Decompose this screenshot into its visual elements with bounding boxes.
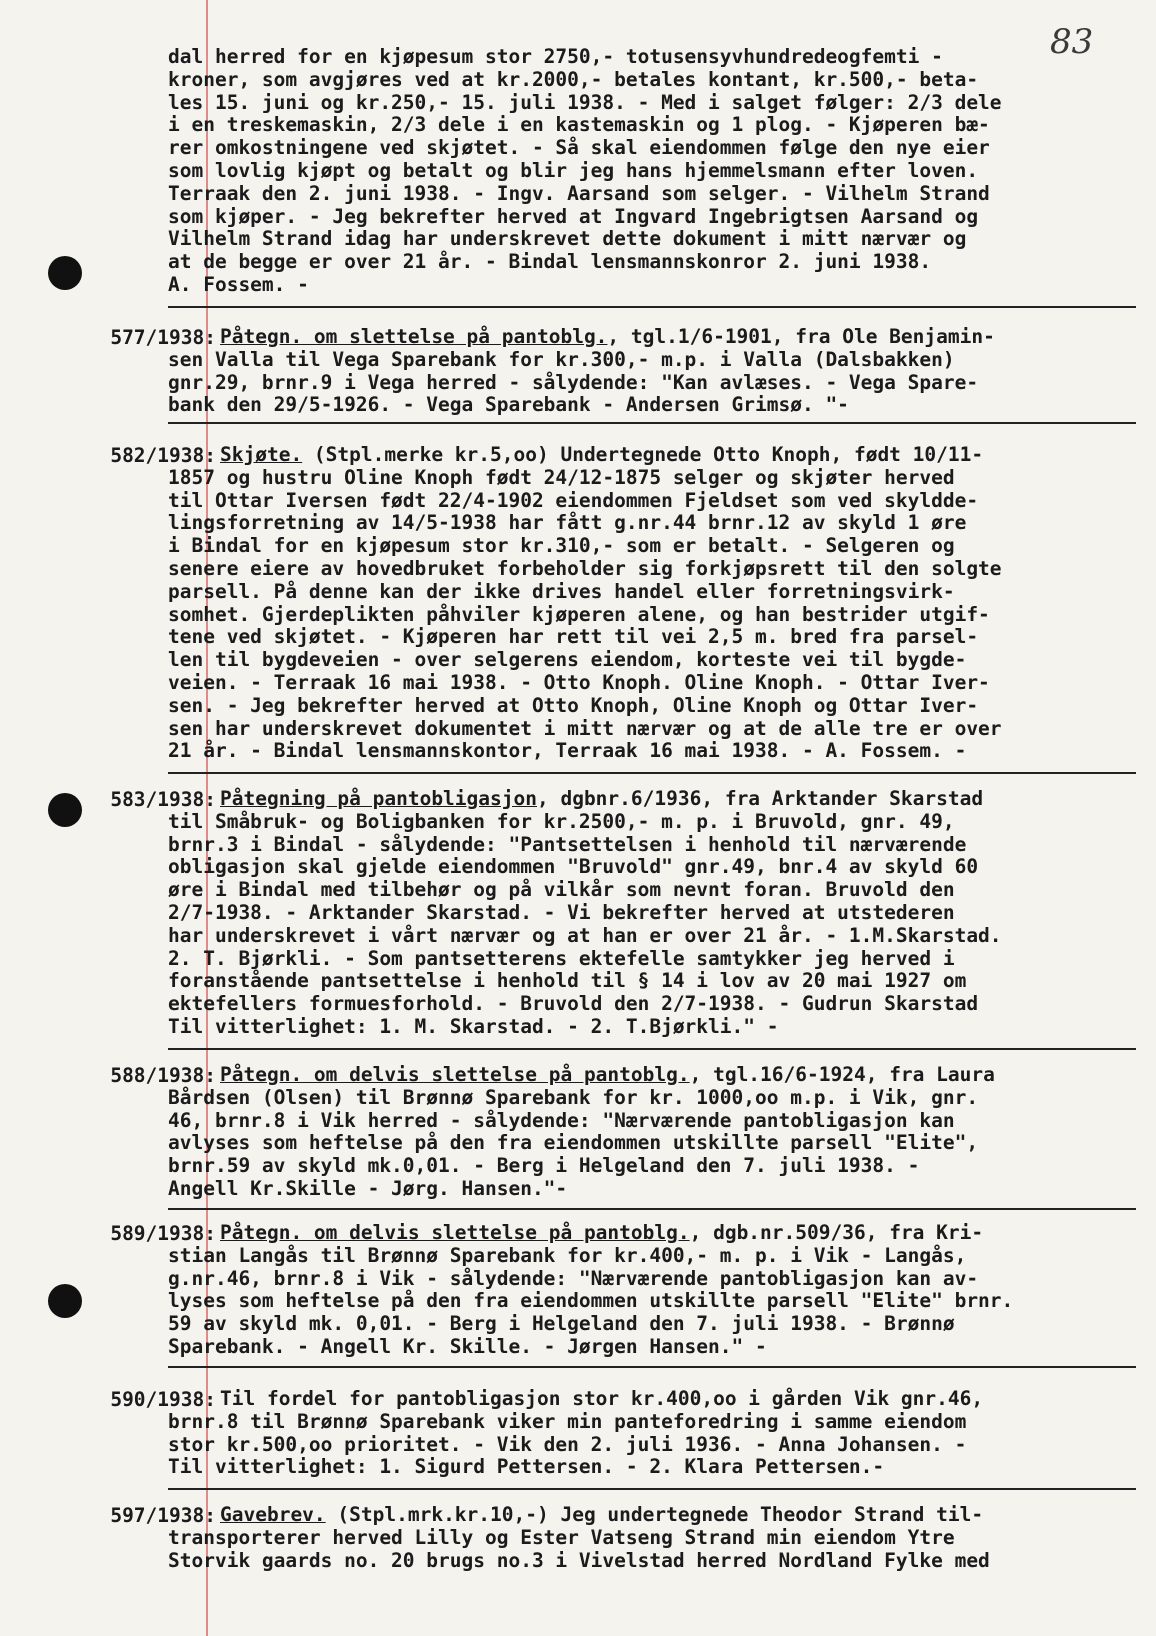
text-line: Til vitterlighet: 1. Sigurd Pettersen. - 2. Klara Pettersen.- <box>168 1455 885 1479</box>
entry-number: 590/1938: <box>110 1388 216 1411</box>
entry-number: 588/1938: <box>110 1064 216 1087</box>
section-divider <box>168 306 1136 308</box>
text-line: senere eiere av hovedbruket forbeholder sig forkjøpsrett til den solgte <box>168 556 1002 580</box>
text-line: parsell. På denne kan der ikke drives handel eller forretningsvirk- <box>168 579 955 603</box>
text-line: len til bygdeveien - over selgerens eiendom, korteste vei til bygde- <box>168 648 967 672</box>
entry-577 <box>168 326 1138 417</box>
entry-heading: Påtegn. om delvis slettelse på pantoblg. <box>220 1221 690 1244</box>
text-line: somhet. Gjerdeplikten påhviler kjøperen alene, og han bestrider utgif- <box>168 602 990 626</box>
entry-heading: Gavebrev. <box>220 1503 326 1526</box>
entry-heading: Skjøte. <box>220 443 303 466</box>
entry-number: 589/1938: <box>110 1222 216 1245</box>
text-line: 21 år. - Bindal lensmannskontor, Terraak 16 mai 1938. - A. Fossem. - <box>168 739 967 763</box>
section-divider <box>168 1488 1136 1490</box>
text-line: til Småbruk- og Boligbanken for kr.2500,- m. p. i Bruvold, gnr. 49, <box>168 809 955 833</box>
text-line: brnr.3 i Bindal - sålydende: "Pantsettelsen i henhold til nærværende <box>168 832 967 856</box>
text-line: Sparebank. - Angell Kr. Skille. - Jørgen Hansen." - <box>168 1334 767 1358</box>
entry-number: 597/1938: <box>110 1504 216 1527</box>
entry-597 <box>168 1504 1138 1572</box>
text-line: til Ottar Iversen født 22/4-1902 eiendommen Fjeldset som ved skyldde- <box>168 488 979 512</box>
entry-588 <box>168 1064 1138 1201</box>
text-line: 1857 og hustru Oline Knoph født 24/12-1875 selger og skjøter herved <box>168 465 955 489</box>
entry-heading: Påtegn. om delvis slettelse på pantoblg. <box>220 1063 690 1086</box>
text-line: A. Fossem. - <box>168 272 309 296</box>
text-line: brnr.59 av skyld mk.0,01. - Berg i Helgeland den 7. juli 1938. - <box>168 1154 920 1178</box>
entry-heading: Påtegn. om slettelse på pantoblg. <box>220 325 608 348</box>
text-line: i Bindal for en kjøpesum stor kr.310,- som er betalt. - Selgeren og <box>168 534 955 558</box>
text-line: tene ved skjøtet. - Kjøperen har rett til vei 2,5 m. bred fra parsel- <box>168 625 979 649</box>
text-line: lyses som heftelse på den fra eiendommen utskillte parsell "Elite" brnr. <box>168 1289 1014 1313</box>
binder-hole <box>48 256 82 290</box>
section-divider <box>168 1366 1136 1368</box>
text-line: lingsforretning av 14/5-1938 har fått g.nr.44 brnr.12 av skyld 1 øre <box>168 511 967 535</box>
text-line: 59 av skyld mk. 0,01. - Berg i Helgeland den 7. juli 1938. - Brønnø <box>168 1312 955 1336</box>
text-line: ektefellers formuesforhold. - Bruvold den 2/7-1938. - Gudrun Skarstad <box>168 992 979 1016</box>
entry-number: 577/1938: <box>110 326 216 349</box>
text-line: 46, brnr.8 i Vik herred - sålydende: "Nærværende pantobligasjon kan <box>168 1108 955 1132</box>
text-line: som kjøper. - Jeg bekrefter herved at Ingvard Ingebrigtsen Aarsand og <box>168 204 979 228</box>
section-divider <box>168 772 1136 774</box>
text-line: obligasjon skal gjelde eiendommen "Bruvold" gnr.49, bnr.4 av skyld 60 <box>168 855 979 879</box>
text-line: Til vitterlighet: 1. M. Skarstad. - 2. T.Bjørkli." - <box>168 1014 779 1038</box>
section-divider <box>168 1048 1136 1050</box>
section-divider <box>168 422 1136 424</box>
entry-heading: Påtegning på pantobligasjon <box>220 787 537 810</box>
entry-number: 582/1938: <box>110 444 216 467</box>
text-line: øre i Bindal med tilbehør og på vilkår som nevnt foran. Bruvold den <box>168 878 955 902</box>
opening-text <box>168 46 1138 297</box>
text-line: Bårdsen (Olsen) til Brønnø Sparebank for kr. 1000,oo m.p. i Vik, gnr. <box>168 1085 979 1109</box>
text-line: 2. T. Bjørkli. - Som pantsetterens ektefelle samtykker jeg herved i <box>168 946 955 970</box>
entry-582 <box>168 444 1138 763</box>
page-number: 83 <box>1050 22 1094 62</box>
text-line: 2/7-1938. - Arktander Skarstad. - Vi bekrefter herved at utstederen <box>168 900 955 924</box>
text-line: at de begge er over 21 år. - Bindal lensmannskonror 2. juni 1938. <box>168 250 932 274</box>
text-line: rer omkostningene ved skjøtet. - Så skal eiendommen følge den nye eier <box>168 136 990 160</box>
text-line: Terraak den 2. juni 1938. - Ingv. Aarsand som selger. - Vilhelm Strand <box>168 181 990 205</box>
text-line: , dgbnr.6/1936, fra Arktander Skarstad <box>536 787 984 810</box>
text-line: stor kr.500,oo prioritet. - Vik den 2. juli 1936. - Anna Johansen. - <box>168 1432 967 1456</box>
text-line: i en treskemaskin, 2/3 dele i en kastemaskin og 1 plog. - Kjøperen bæ- <box>168 113 990 137</box>
text-line: , tgl.1/6-1901, fra Ole Benjamin- <box>607 325 995 348</box>
text-line: sen. - Jeg bekrefter herved at Otto Knoph, Oline Knoph og Ottar Iver- <box>168 693 979 717</box>
text-line: g.nr.46, brnr.8 i Vik - sålydende: "Nærværende pantobligasjon kan av- <box>168 1266 979 1290</box>
text-line: Vilhelm Strand idag har underskrevet dette dokument i mitt nærvær og <box>168 227 967 251</box>
text-line: har underskrevet i vårt nærvær og at han er over 21 år. - 1.M.Skarstad. <box>168 923 1002 947</box>
text-line: stian Langås til Brønnø Sparebank for kr.400,- m. p. i Vik - Langås, <box>168 1243 967 1267</box>
text-line: Storvik gaards no. 20 brugs no.3 i Vivelstad herred Nordland Fylke med <box>168 1548 990 1572</box>
text-line: , dgb.nr.509/36, fra Kri- <box>689 1221 984 1244</box>
text-line: Til fordel for pantobligasjon stor kr.400,oo i gården Vik gnr.46, <box>220 1387 984 1410</box>
binder-hole <box>48 1284 82 1318</box>
text-line: transporterer herved Lilly og Ester Vatseng Strand min eiendom Ytre <box>168 1525 955 1549</box>
entry-583 <box>168 788 1138 1039</box>
text-line: les 15. juni og kr.250,- 15. juli 1938. - Med i salget følger: 2/3 dele <box>168 90 1002 114</box>
text-line: avlyses som heftelse på den fra eiendommen utskillte parsell "Elite", <box>168 1131 979 1155</box>
text-line: Angell Kr.Skille - Jørg. Hansen."- <box>168 1176 568 1200</box>
text-line: brnr.8 til Brønnø Sparebank viker min panteforedring i samme eiendom <box>168 1409 967 1433</box>
text-line: sen har underskrevet dokumentet i mitt nærvær og at de alle tre er over <box>168 716 1002 740</box>
text-line: dal herred for en kjøpesum stor 2750,- totusensyvhundredeogfemti - <box>168 45 943 68</box>
text-line: bank den 29/5-1926. - Vega Sparebank - Andersen Grimsø. "- <box>168 393 849 417</box>
entry-number: 583/1938: <box>110 788 216 811</box>
section-divider <box>168 1208 1136 1210</box>
text-line: , tgl.16/6-1924, fra Laura <box>689 1063 995 1086</box>
text-line: veien. - Terraak 16 mai 1938. - Otto Knoph. Oline Knoph. - Ottar Iver- <box>168 670 990 694</box>
text-line: foranstående pantsettelse i henhold til § 14 i lov av 20 mai 1927 om <box>168 969 967 993</box>
text-line: (Stpl.merke kr.5,oo) Undertegnede Otto Knoph, født 10/11- <box>302 443 984 466</box>
entry-589 <box>168 1222 1138 1359</box>
entry-590 <box>168 1388 1138 1479</box>
text-line: kroner, som avgjøres ved at kr.2000,- betales kontant, kr.500,- beta- <box>168 67 979 91</box>
text-line: (Stpl.mrk.kr.10,-) Jeg undertegnede Theodor Strand til- <box>325 1503 984 1526</box>
text-line: sen Valla til Vega Sparebank for kr.300,- m.p. i Valla (Dalsbakken) <box>168 347 955 371</box>
text-line: som lovlig kjøpt og betalt og blir jeg hans hjemmelsmann efter loven. <box>168 158 979 182</box>
text-line: gnr.29, brnr.9 i Vega herred - sålydende: "Kan avlæses. - Vega Spare- <box>168 370 979 394</box>
